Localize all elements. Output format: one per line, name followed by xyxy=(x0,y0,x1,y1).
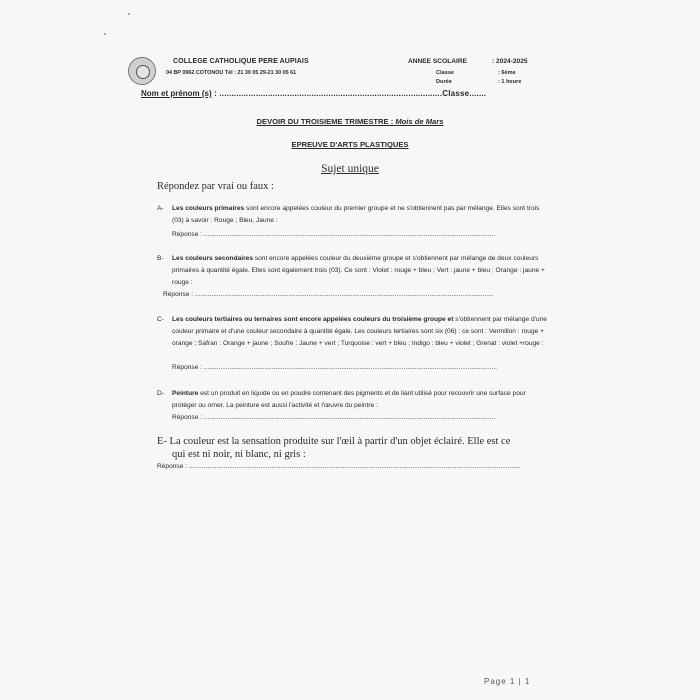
classe-label: Classe xyxy=(436,70,455,76)
sujet-title: Sujet unique xyxy=(321,163,379,175)
question-b xyxy=(157,253,549,289)
question-a xyxy=(157,203,549,227)
devoir-title-month: Mois de Mars xyxy=(395,117,444,126)
question-text: sont encore appelées couleur du premier groupe et ne s'obtiennent pas par mélange. Elles sont trois (03) à savoir : Rouge ; Bleu, Jaune : xyxy=(172,205,540,224)
name-label: Nom et prénom (s) xyxy=(141,89,212,98)
question-letter: C- xyxy=(157,316,164,323)
question-text: qui est ni noir, ni blanc, ni gris : xyxy=(172,449,306,460)
question-letter: B- xyxy=(157,255,164,262)
question-letter: D- xyxy=(157,390,164,397)
duree-value: : 1 heure xyxy=(498,79,522,85)
question-text: La couleur est la sensation produite sur l'œil à partir d'un objet éclairé. Elle est ce xyxy=(166,436,511,447)
question-text: s'obtiennent par mélange d'une couleur primaire et d'une couleur secondaire à quantité égale. Les couleurs tertiaires sont six (06) : ce sont : Vermillon : rouge + orange ; Safran : Orange + jaune ; Soufre : Jaune + vert ; Turquoise : vert + bleu ; Indigo : bleu + violet ; Grenat : violet +rouge : xyxy=(172,316,547,347)
question-letter: A- xyxy=(157,205,164,212)
annee-label: ANNEE SCOLAIRE xyxy=(408,58,467,65)
school-address: 04 BP 0962 COTONOU Tél : 21 30 05 29-21 30 05 61 xyxy=(166,70,297,76)
devoir-title-text: DEVOIR DU TROISIEME TRIMESTRE : xyxy=(256,117,396,126)
duree-label: Durée xyxy=(436,79,452,85)
question-letter: E- xyxy=(157,436,167,447)
speck-mark xyxy=(128,13,130,15)
speck-mark xyxy=(104,33,106,35)
annee-value: : 2024-2025 xyxy=(492,58,528,65)
response-field-a[interactable]: Réponse : ............................................................................................................................................................... xyxy=(172,231,496,238)
classe-value: : 6ème xyxy=(498,70,516,76)
question-d xyxy=(157,388,549,412)
response-field-d[interactable]: Réponse : ............................................................................................................................................................... xyxy=(172,414,496,421)
response-field-b[interactable]: Réponse : ................................................................................................................................................................... xyxy=(163,291,494,298)
question-text: est un produit en liquide ou en poudre contenant des pigments et de liant utilisé pour recouvrir une surface pour protéger ou orner. La peinture est aussi l'activité et l'œuvre du peintre : xyxy=(172,390,526,409)
instructions: Répondez par vrai ou faux : xyxy=(157,181,274,192)
response-field-c[interactable]: Réponse : ................................................................................................................................................................ xyxy=(172,364,498,371)
question-keyword: Les couleurs secondaires xyxy=(172,255,253,262)
name-field[interactable]: : ............................................................................................Classe....... xyxy=(211,89,487,98)
question-keyword: Peinture xyxy=(172,390,199,397)
question-text: sont encore appelées couleur du deuxième groupe et s'obtiennent par mélange de deux couleurs primaires à quantité égale. Elles sont également trois (03). Ce sont : Violet : rouge + bleu ; Vert : jaune + bleu ; Orange : jaune + rouge : xyxy=(172,255,545,286)
epreuve-title: EPREUVE D'ARTS PLASTIQUES xyxy=(291,140,409,149)
page-number: Page 1 | 1 xyxy=(484,677,531,686)
question-e xyxy=(157,435,552,461)
question-c xyxy=(157,314,549,350)
question-keyword: Les couleurs primaires xyxy=(172,205,245,212)
school-name: COLLEGE CATHOLIQUE PERE AUPIAIS xyxy=(173,58,309,65)
school-logo xyxy=(128,57,156,85)
name-line xyxy=(141,89,534,98)
devoir-title xyxy=(0,117,700,126)
response-field-e[interactable]: Réponse : ..................................................................................................................................................................................... xyxy=(157,463,521,470)
question-keyword: Les couleurs tertiaires ou ternaires sont encore appelées couleurs du troisième groupe et xyxy=(172,316,454,323)
